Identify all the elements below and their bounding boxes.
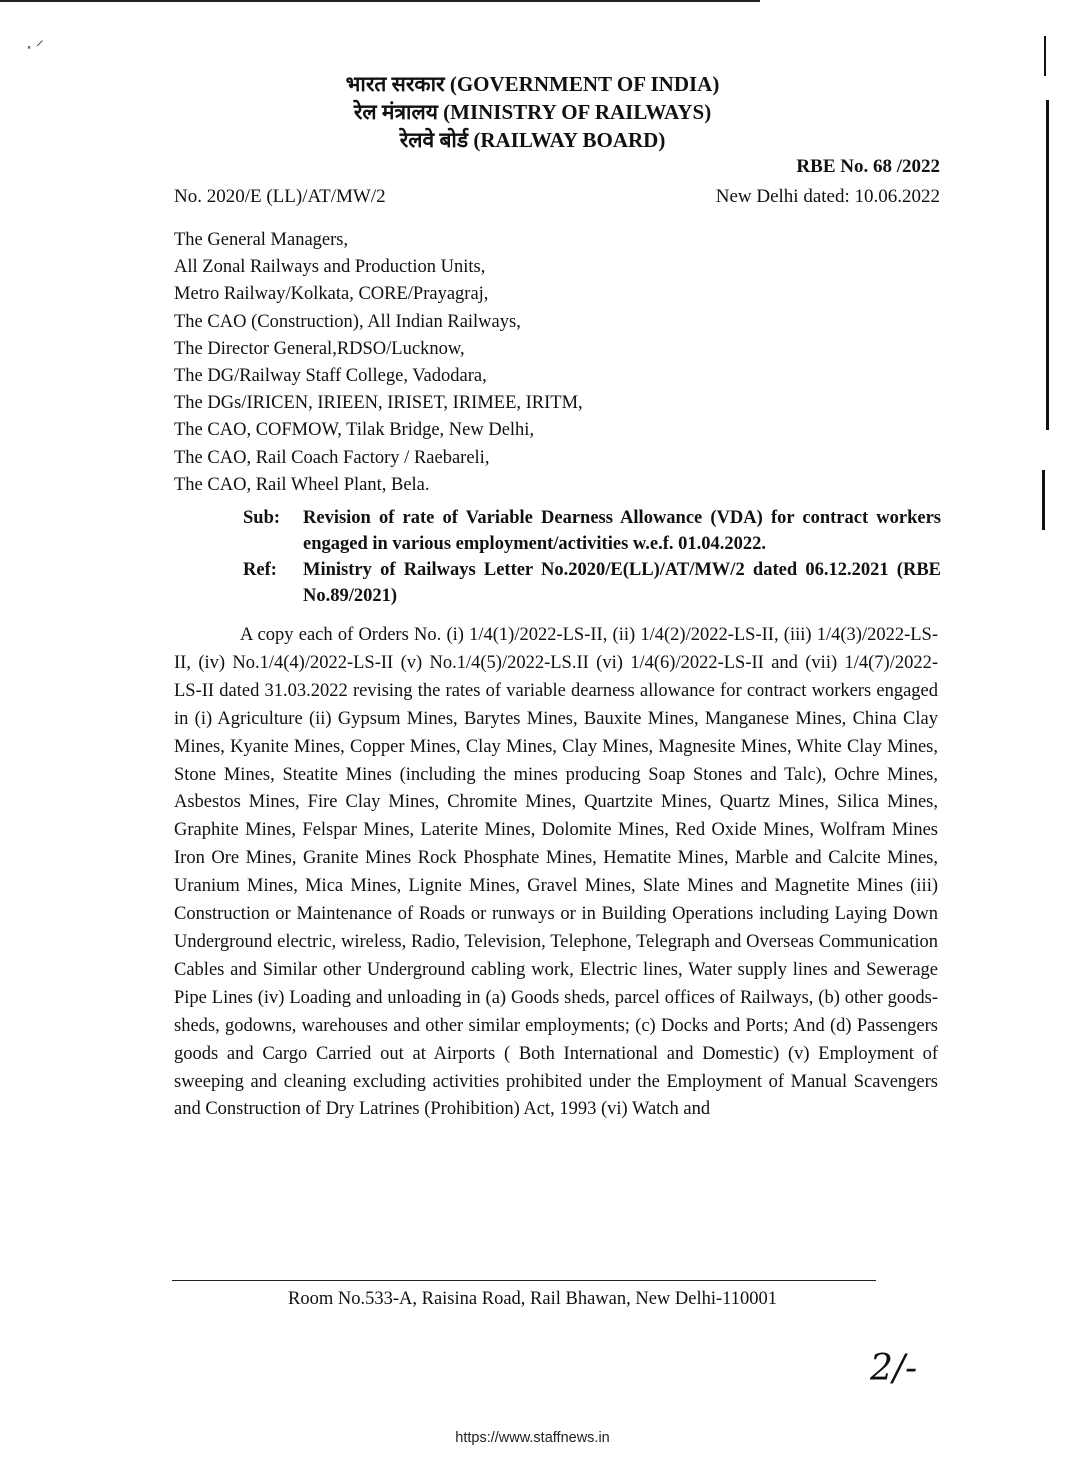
source-url[interactable]: https://www.staffnews.in <box>455 1430 610 1446</box>
reference-label: Ref: <box>243 560 277 580</box>
subject-label: Sub: <box>243 508 281 528</box>
addressee-line: The CAO, Rail Wheel Plant, Bela. <box>174 474 430 495</box>
addressee-line: All Zonal Railways and Production Units, <box>174 257 486 278</box>
addressee-line: The DG/Railway Staff College, Vadodara, <box>174 366 487 387</box>
letter-number: No. 2020/E (LL)/AT/MW/2 <box>174 186 386 207</box>
subject-row <box>243 505 941 557</box>
body-paragraph: A copy each of Orders No. (i) 1/4(1)/2022-LS-II, (ii) 1/4(2)/2022-LS-II, (iii) 1/4(3)/2022-LS-II, (iv) No.1/4(4)/2022-LS-II (v) No.1/4(5)/2022-LS.II (vi) 1/4(6)/2022-LS-II and (vii) 1/4(7)/2022-LS-II dated 31.03.2022 revising the rates of variable dearness allowance for contract workers engaged in (i) Agriculture (ii) Gypsum Mines, Barytes Mines, Bauxite Mines, Manganese Mines, China Clay Mines, Kyanite Mines, Copper Mines, Clay Mines, Clay Mines, Magnesite Mines, White Clay Mines, Stone Mines, Steatite Mines (including the mines producing Soap Stones and Talc), Ochre Mines, Asbestos Mines, Fire Clay Mines, Chromite Mines, Quartzite Mines, Quartz Mines, Silica Mines, Graphite Mines, Felspar Mines, Laterite Mines, Dolomite Mines, Red Oxide Mines, Wolfram Mines Iron Ore Mines, Granite Mines Rock Phosphate Mines, Hematite Mines, Marble and Calcite Mines, Uranium Mines, Mica Mines, Lignite Mines, Gravel Mines, Slate Mines and Magnetite Mines (iii) Construction or Maintenance of Roads or runways or in Building Operations including Laying Down Underground electric, wireless, Radio, Television, Telephone, Telegraph and Overseas Communication Cables and Similar other Underground cabling work, Electric lines, Water supply lines and Sewerage Pipe Lines (iv) Loading and unloading in (a) Goods sheds, parcel offices of Railways, (b) other goods-sheds, godowns, warehouses and other similar employments; (c) Docks and Ports; And (d) Passengers goods and Cargo Carried out at Airports ( Both International and Domestic) (v) Employment of sweeping and cleaning excluding activities prohibited under the Employment of Manual Scavengers and Construction of Dry Latrines (Prohibition) Act, 1993 (vi) Watch and <box>174 625 938 1120</box>
rbe-number: RBE No. 68 /2022 <box>796 156 940 177</box>
scan-speck: ⸼ ⸝ <box>28 32 44 49</box>
letter-date: New Delhi dated: 10.06.2022 <box>715 186 940 207</box>
header-government: भारत सरकार (GOVERNMENT OF INDIA) <box>345 72 720 96</box>
scan-top-border <box>0 0 760 2</box>
addressee-line: The CAO, Rail Coach Factory / Raebareli, <box>174 447 490 468</box>
reference-text: Ministry of Railways Letter No.2020/E(LL)/AT/MW/2 dated 06.12.2021 (RBE No.89/2021) <box>303 560 941 606</box>
handwritten-page-number: 2/- <box>870 1348 918 1389</box>
footer-address: Room No.533-A, Raisina Road, Rail Bhawan, New Delhi-110001 <box>288 1289 777 1309</box>
addressee-line: The General Managers, <box>174 230 349 250</box>
scan-edge-mark <box>1042 470 1045 530</box>
header-board: रेलवे बोर्ड (RAILWAY BOARD) <box>399 128 666 152</box>
header-ministry: रेल मंत्रालय (MINISTRY OF RAILWAYS) <box>353 100 712 124</box>
addressee-line: The CAO (Construction), All Indian Railways, <box>174 311 521 332</box>
footer-divider <box>172 1280 876 1281</box>
addressee-line: The CAO, COFMOW, Tilak Bridge, New Delhi, <box>174 420 535 441</box>
addressee-line: The Director General,RDSO/Lucknow, <box>174 338 465 359</box>
reference-row <box>243 557 941 609</box>
subject-text: Revision of rate of Variable Dearness Allowance (VDA) for contract workers engaged in various employment/activities w.e.f. 01.04.2022. <box>303 508 941 554</box>
addressee-line: The DGs/IRICEN, IRIEEN, IRISET, IRIMEE, IRITM, <box>174 393 583 414</box>
subject-reference-block <box>243 505 941 609</box>
addressee-line: Metro Railway/Kolkata, CORE/Prayagraj, <box>174 284 489 305</box>
addressee-block <box>174 227 583 499</box>
